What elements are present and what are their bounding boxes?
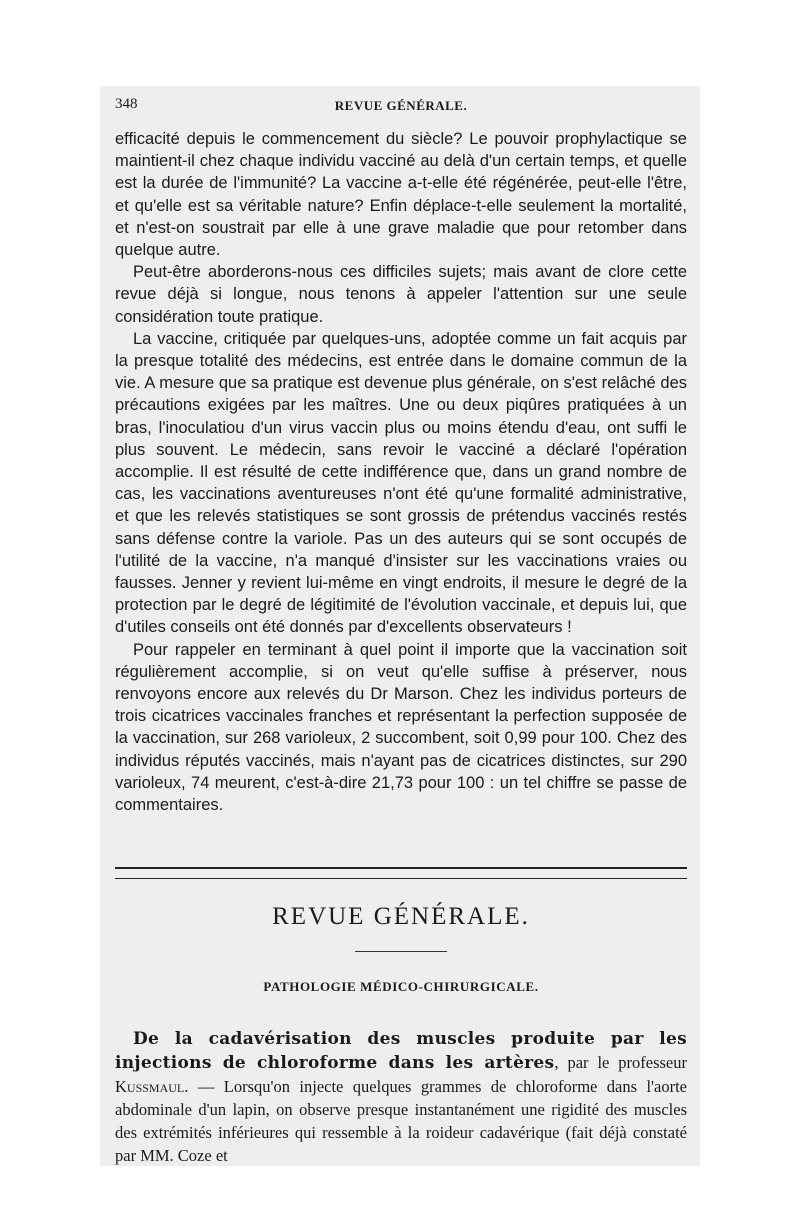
article-author: Kussmaul	[115, 1076, 185, 1096]
section-title: REVUE GÉNÉRALE.	[272, 903, 530, 930]
paragraph-1: efficacité depuis le commencement du siècle? Le pouvoir prophylactique se maintient-il chez chaque individu vacciné au delà d'un certain temps, et quelle est la durée de l'immunité? La vaccine a-t-elle été régénérée, peut-elle l'être, et qu'elle est sa véritable nature? Enfin déplace-t-elle seulement la mortalité, et n'est-on soustrait par elle à une grave maladie que pour retomber dans quelque autre.	[115, 130, 687, 260]
subsection-title: PATHOLOGIE MÉDICO-CHIRURGICALE.	[263, 979, 539, 994]
running-head	[115, 96, 687, 120]
paragraph-2: Peut-être aborderons-nous ces difficiles sujets; mais avant de clore cette revue déjà si longue, nous tenons à appeler l'attention sur une seule considération toute pratique.	[115, 263, 687, 326]
section-divider	[115, 867, 687, 879]
section-title-rule	[355, 951, 447, 952]
article-connector: , par le professeur	[554, 1052, 687, 1072]
paragraph-3: La vaccine, critiquée par quelques-uns, adoptée comme un fait acquis par la presque totalité des médecins, est entrée dans le domaine commun de la vie. A mesure que sa pratique est devenue plus générale, on s'est relâché des précautions exigées par les maîtres. Une ou deux piqûres pratiquées à un bras, l'inoculatiou d'un virus vaccin plus ou moins étendu d'eau, ont suffi le plus souvent. Le médecin, sans revoir le vacciné a déclaré l'opération accomplie. Il est résulté de cette indifférence que, dans un grand nombre de cas, les vaccinations aventureuses n'ont été qu'une formalité administrative, et que les relevés statistiques se sont grossis de prétendus vaccinés restés sans défense contre la variole. Pas un des auteurs qui se sont occupés de l'utilité de la vaccine, n'a manqué d'insister sur les vaccinations vraies ou fausses. Jenner y revient lui-même en vingt endroits, il mesure le degré de la protection par le degré de légitimité de l'évolution vaccinale, et depuis lui, que d'utiles conseils ont été donnés par d'excellents observateurs !	[115, 329, 687, 637]
article-paragraph	[115, 1027, 687, 1167]
running-title: REVUE GÉNÉRALE.	[334, 98, 468, 113]
article-text: . — Lorsqu'on injecte quelques grammes de chloroforme dans l'aorte abdominale d'un lapin, on observe presque instantanément une rigidité des muscles des extrémités inférieures qui ressemble à la roideur cadavérique (fait déjà constaté par MM. Coze et	[115, 1076, 687, 1165]
article-title: De la cadavérisation des muscles produite par les injections de chloroforme dans les artères	[115, 1028, 687, 1073]
paragraph-4: Pour rappeler en terminant à quel point il importe que la vaccination soit régulièrement accomplie, si on veut qu'elle suffise à préserver, nous renvoyons encore aux relevés du Dr Marson. Chez les individus porteurs de trois cicatrices vaccinales franches et représentant la perfection supposée de la vaccination, sur 268 varioleux, 2 succombent, soit 0,99 pour 100. Chez des individus réputés vaccinés, mais n'ayant pas de cicatrices distinctes, sur 290 varioleux, 74 meurent, c'est-à-dire 21,73 pour 100 : un tel chiffre se passe de commentaires.	[115, 640, 687, 815]
page-number: 348	[115, 96, 138, 112]
body-text	[115, 128, 687, 816]
